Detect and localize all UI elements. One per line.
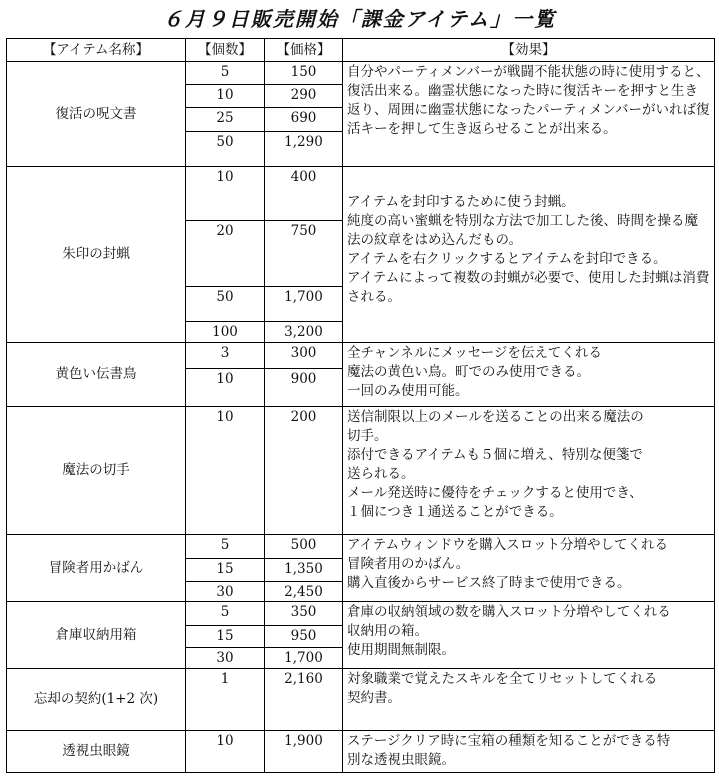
- header-effect: 【効果】: [342, 38, 715, 62]
- price-cell: 690: [264, 107, 343, 132]
- header-quantity: 【個数】: [185, 38, 265, 62]
- quantity-cell: 3: [185, 342, 265, 369]
- quantity-cell: 10: [185, 84, 265, 108]
- quantity-cell: 5: [185, 61, 265, 85]
- item-name-cell: 冒険者用かばん: [6, 534, 186, 602]
- price-cell: 1,900: [264, 730, 343, 773]
- item-name-cell: 忘却の契約(1+2 次): [6, 668, 186, 731]
- price-cell: 1,700: [264, 286, 343, 322]
- price-cell: 200: [264, 406, 343, 535]
- quantity-cell: 100: [185, 321, 265, 343]
- price-cell: 350: [264, 601, 343, 626]
- effect-cell: 送信制限以上のメールを送ることの出来る魔法の 切手。 添付できるアイテムも５個に増え、特別な便箋で 送られる。 メール発送時に優待をチェックすると使用でき、 １個につき１通送ることができる。: [342, 406, 715, 535]
- price-cell: 750: [264, 220, 343, 287]
- quantity-cell: 20: [185, 220, 265, 287]
- quantity-cell: 50: [185, 286, 265, 322]
- effect-cell: 対象職業で覚えたスキルを全てリセットしてくれる 契約書。: [342, 668, 715, 731]
- quantity-cell: 30: [185, 581, 265, 602]
- quantity-cell: 15: [185, 558, 265, 582]
- price-cell: 500: [264, 534, 343, 559]
- price-cell: 1,700: [264, 647, 343, 669]
- quantity-cell: 50: [185, 131, 265, 167]
- effect-cell: 自分やパーティメンバーが戦闘不能状態の時に使用すると、復活出来る。幽霊状態になった時に復活キーを押すと生き返り、周囲に幽霊状態になったパーティメンバーがいれば復活キーを押して生き返らせることが出来る。: [342, 61, 715, 167]
- item-name-cell: 黄色い伝書鳥: [6, 342, 186, 407]
- item-name-cell: 倉庫収納用箱: [6, 601, 186, 669]
- price-cell: 2,450: [264, 581, 343, 602]
- page-title: ６月９日販売開始「課金アイテム」一覧: [162, 7, 557, 31]
- quantity-cell: 10: [185, 368, 265, 407]
- quantity-cell: 10: [185, 730, 265, 773]
- item-name-cell: 透視虫眼鏡: [6, 730, 186, 773]
- price-cell: 3,200: [264, 321, 343, 343]
- price-cell: 2,160: [264, 668, 343, 731]
- price-cell: 150: [264, 61, 343, 85]
- quantity-cell: 15: [185, 625, 265, 648]
- header-item-name: 【アイテム名称】: [6, 38, 186, 62]
- price-cell: 950: [264, 625, 343, 648]
- quantity-cell: 10: [185, 166, 265, 221]
- price-cell: 400: [264, 166, 343, 221]
- effect-cell: ステージクリア時に宝箱の種類を知ることができる特 別な透視虫眼鏡。: [342, 730, 715, 773]
- price-cell: 300: [264, 342, 343, 369]
- quantity-cell: 1: [185, 668, 265, 731]
- price-cell: 290: [264, 84, 343, 108]
- effect-cell: アイテムウィンドウを購入スロット分増やしてくれる 冒険者用のかばん。 購入直後からサービス終了時まで使用できる。: [342, 534, 715, 602]
- header-price: 【価格】: [264, 38, 343, 62]
- quantity-cell: 25: [185, 107, 265, 132]
- quantity-cell: 10: [185, 406, 265, 535]
- item-name-cell: 朱印の封蝋: [6, 166, 186, 343]
- effect-cell: アイテムを封印するために使う封蝋。 純度の高い蜜蝋を特別な方法で加工した後、時間を操る魔法の紋章をはめ込んだもの。 アイテムを右クリックするとアイテムを封印できる。 アイテムによって複数の封蝋が必要で、使用した封蝋は消費される。: [342, 166, 715, 343]
- item-name-cell: 魔法の切手: [6, 406, 186, 535]
- quantity-cell: 5: [185, 601, 265, 626]
- price-cell: 1,350: [264, 558, 343, 582]
- quantity-cell: 30: [185, 647, 265, 669]
- quantity-cell: 5: [185, 534, 265, 559]
- effect-cell: 倉庫の収納領域の数を購入スロット分増やしてくれる 収納用の箱。 使用期間無制限。: [342, 601, 715, 669]
- price-cell: 1,290: [264, 131, 343, 167]
- effect-cell: 全チャンネルにメッセージを伝えてくれる 魔法の黄色い鳥。町でのみ使用できる。 一回のみ使用可能。: [342, 342, 715, 407]
- item-name-cell: 復活の呪文書: [6, 61, 186, 167]
- price-cell: 900: [264, 368, 343, 407]
